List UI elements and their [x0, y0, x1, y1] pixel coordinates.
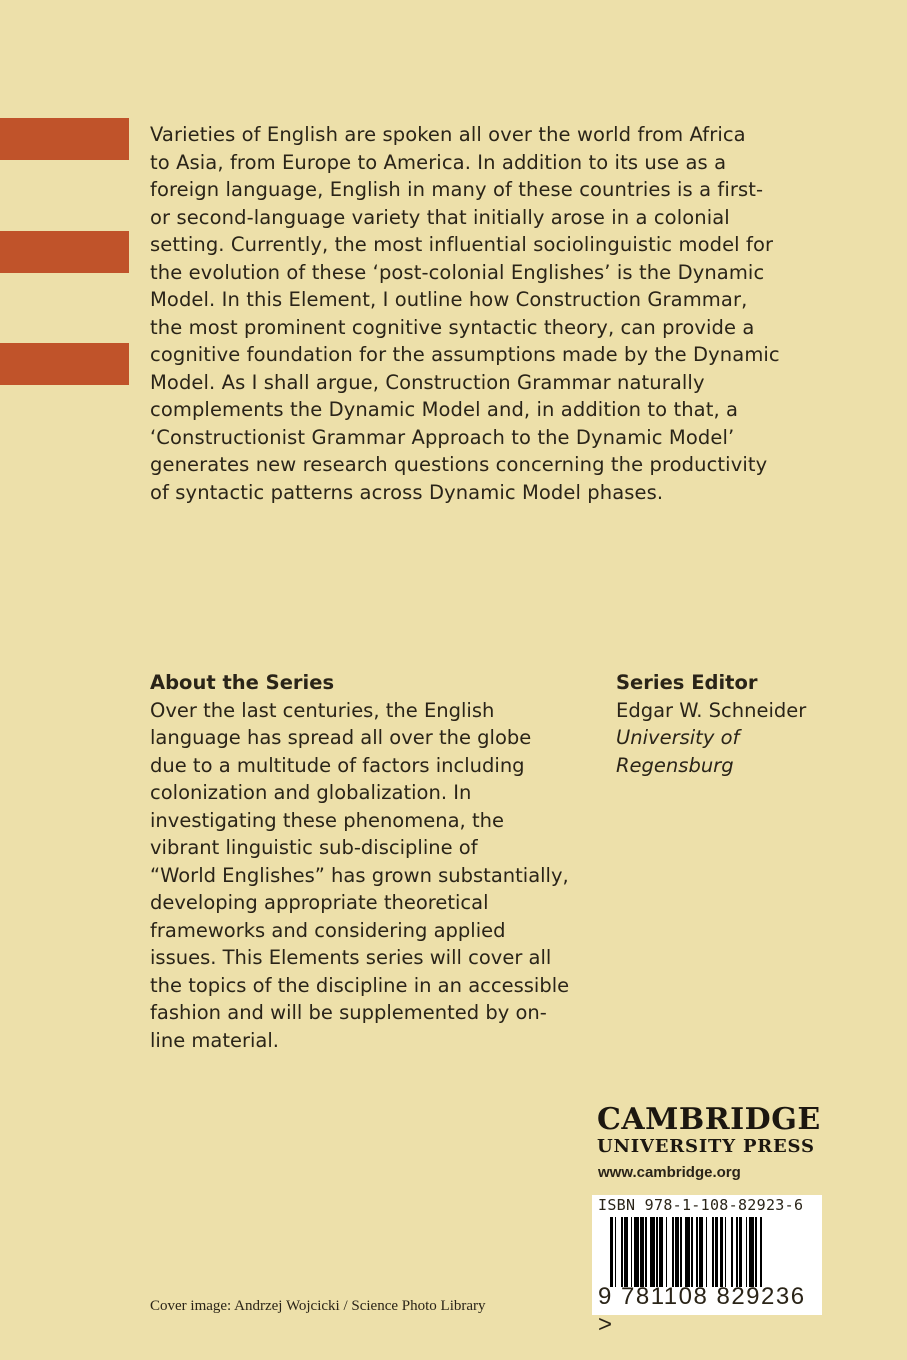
series-line: due to a multitude of factors including	[150, 753, 525, 777]
series-line: vibrant linguistic sub-discipline of	[150, 836, 478, 859]
series-line: developing appropriate theoretical	[150, 891, 489, 914]
blurb-line: foreign language, English in many of these countries is a first-	[150, 178, 764, 201]
editor-name: Edgar W. Schneider	[616, 698, 807, 722]
series-line: Over the last centuries, the English	[150, 698, 495, 722]
blurb-line: Model. In this Element, I outline how Construction Grammar,	[150, 288, 748, 311]
decorative-bar-3	[0, 343, 129, 385]
blurb-line: the most prominent cognitive syntactic theory, can provide a	[150, 315, 755, 339]
blurb-line: setting. Currently, the most influential sociolinguistic model for	[150, 233, 774, 256]
decorative-bar-2	[0, 231, 129, 273]
series-heading: About the Series	[150, 671, 335, 694]
blurb-line: to Asia, from Europe to America. In addition to its use as a	[150, 150, 727, 174]
editor-affiliation-1: University of	[616, 726, 740, 749]
decorative-bar-1	[0, 118, 129, 160]
blurb-line: or second-language variety that initially arose in a colonial	[150, 205, 730, 229]
blurb-line: of syntactic patterns across Dynamic Model phases.	[150, 480, 664, 504]
blurb-line: generates new research questions concerning the productivity	[150, 453, 768, 476]
series-line: language has spread all over the globe	[150, 726, 532, 749]
series-line: line material.	[150, 1028, 279, 1052]
barcode-digits: 9 781108 829236 >	[598, 1283, 806, 1338]
publisher-logo	[597, 1104, 821, 1158]
series-line: colonization and globalization. In	[150, 781, 472, 804]
publisher-name: CAMBRIDGE	[597, 1102, 821, 1137]
series-line: the topics of the discipline in an accessible	[150, 973, 570, 997]
series-line: fashion and will be supplemented by on-	[150, 1001, 547, 1024]
series-line: investigating these phenomena, the	[150, 808, 504, 832]
publisher-url: www.cambridge.org	[598, 1164, 741, 1181]
blurb-line: Model. As I shall argue, Construction Grammar naturally	[150, 370, 705, 394]
series-editor	[616, 669, 806, 779]
blurb-line: ‘Constructionist Grammar Approach to the Dynamic Model’	[150, 425, 735, 449]
isbn-barcode-box	[592, 1195, 822, 1338]
publisher-subname: UNIVERSITY PRESS	[597, 1136, 815, 1157]
barcode	[610, 1217, 765, 1287]
blurb-line: Varieties of English are spoken all over the world from Africa	[150, 123, 746, 146]
blurb-line: complements the Dynamic Model and, in addition to that, a	[150, 398, 739, 421]
isbn-label: ISBN 978-1-108-82923-6	[598, 1196, 804, 1214]
series-line: frameworks and considering applied	[150, 918, 506, 942]
book-blurb	[150, 121, 780, 506]
editor-affiliation-2: Regensburg	[616, 753, 734, 777]
cover-image-credit: Cover image: Andrzej Wojcicki / Science Photo Library	[150, 1298, 486, 1314]
about-the-series	[150, 669, 569, 1054]
blurb-line: the evolution of these ‘post-colonial Englishes’ is the Dynamic	[150, 260, 765, 284]
series-line: “World Englishes” has grown substantially,	[150, 863, 569, 887]
editor-heading: Series Editor	[616, 671, 758, 694]
barcode-bar	[762, 1217, 765, 1287]
series-line: issues. This Elements series will cover all	[150, 946, 552, 969]
blurb-line: cognitive foundation for the assumptions made by the Dynamic	[150, 343, 780, 366]
